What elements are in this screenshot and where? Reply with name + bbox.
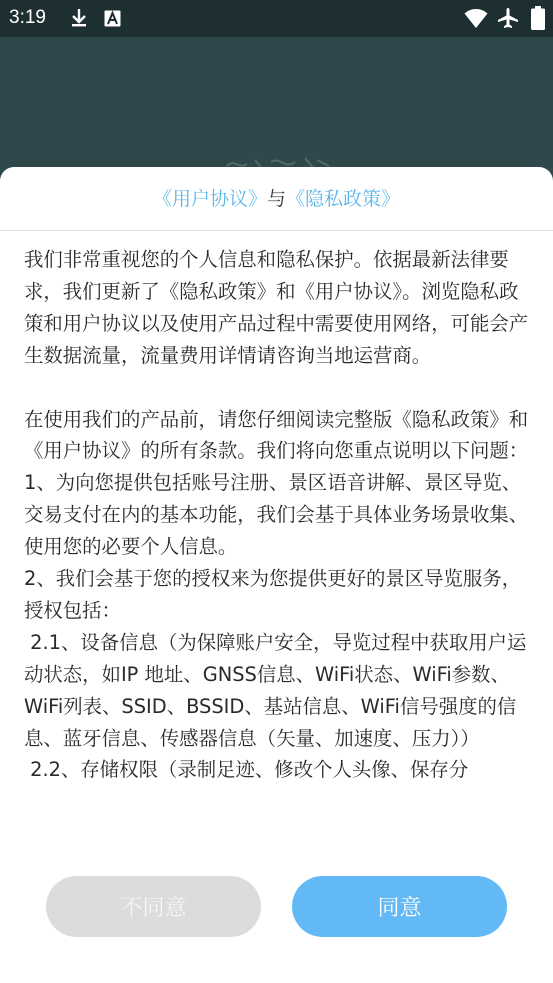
agree-button[interactable]: 同意 (292, 876, 507, 937)
content-item-1: 1、为向您提供包括账号注册、景区语音讲解、景区导览、交易支付在内的基本功能，我们会基于具体业务场景收集、使用您的必要个人信息。 (24, 471, 529, 559)
disagree-button[interactable]: 不同意 (46, 876, 261, 937)
dialog-content-scroll[interactable] (24, 244, 534, 858)
wifi-icon (464, 7, 488, 33)
download-icon (70, 8, 88, 32)
content-item-2-2: 2.2、存储权限（录制足迹、修改个人头像、保存分 (24, 758, 469, 782)
content-paragraph-2: 在使用我们的产品前，请您仔细阅读完整版《隐私政策》和《用户协议》的所有条款。我们将向您重点说明以下问题： (24, 407, 529, 463)
privacy-policy-link[interactable]: 《隐私政策》 (286, 188, 401, 210)
battery-icon (531, 6, 545, 34)
title-connector: 与 (266, 188, 286, 210)
airplane-icon (496, 6, 520, 34)
content-item-2: 2、我们会基于您的授权来为您提供更好的景区导览服务，授权包括： (24, 567, 522, 622)
content-item-2-1: 2.1、设备信息（为保障账户安全，导览过程中获取用户运动状态，如IP 地址、GNSS信息、WiFi状态、WiFi参数、WiFi列表、SSID、BSSID、基站信息、WiFi信号强度的信息、蓝牙信息、传感器信息（矢量、加速度、压力）） (24, 630, 527, 750)
content-paragraph-1: 我们非常重视您的个人信息和隐私保护。依据最新法律要求，我们更新了《隐私政策》和《用户协议》。浏览隐私政策和用户协议以及使用产品过程中需要使用网络，可能会产生数据流量，流量费用详情请咨询当地运营商。 (24, 248, 529, 367)
title-divider (0, 230, 553, 231)
dialog-title (0, 183, 553, 215)
status-time: 3:19 (9, 7, 46, 28)
user-agreement-link[interactable]: 《用户协议》 (152, 188, 267, 210)
status-bar (0, 0, 553, 37)
a-badge-icon (104, 10, 121, 31)
paragraph-gap (24, 372, 534, 404)
